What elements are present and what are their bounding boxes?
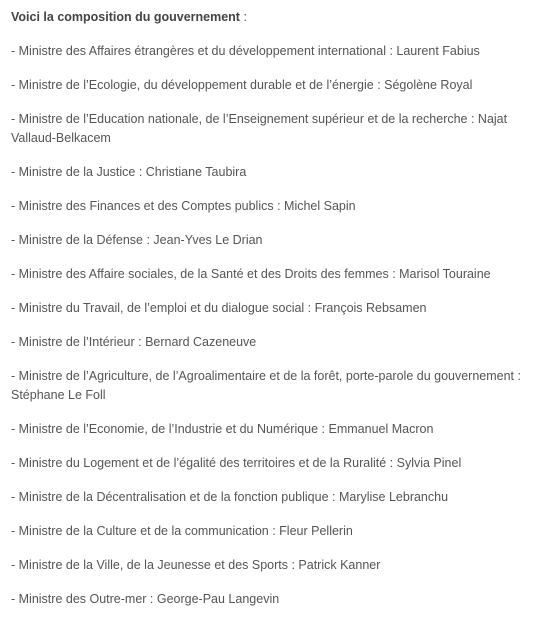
intro-heading: Voici la composition du gouvernement [11,10,240,24]
intro-colon: : [239,10,247,24]
list-item: - Ministre des Outre-mer : George-Pau Langevin [11,592,280,606]
list-item: - Ministre de l’Ecologie, du développement durable et de l’énergie : Ségolène Royal [11,78,473,92]
list-item: - Ministre de l’Education nationale, de l’Enseignement supérieur et de la recherche : Najat Vallaud-Belkacem [11,112,508,145]
list-item: - Ministre des Finances et des Comptes publics : Michel Sapin [11,199,356,213]
list-item: - Ministre des Affaire sociales, de la Santé et des Droits des femmes : Marisol Touraine [11,267,491,281]
list-item: - Ministre du Travail, de l’emploi et du dialogue social : François Rebsamen [11,301,427,315]
minister-list [11,42,547,609]
list-item: - Ministre de l’Agriculture, de l’Agroalimentaire et de la forêt, porte-parole du gouvernement : Stéphane Le Foll [11,369,521,402]
list-item: - Ministre du Logement et de l’égalité des territoires et de la Ruralité : Sylvia Pinel [11,456,462,470]
list-item: - Ministre des Affaires étrangères et du développement international : Laurent Fabius [11,44,480,58]
list-item: - Ministre de la Justice : Christiane Taubira [11,165,247,179]
list-item: - Ministre de la Décentralisation et de la fonction publique : Marylise Lebranchu [11,490,449,504]
list-item: - Ministre de la Culture et de la communication : Fleur Pellerin [11,524,353,538]
list-item: - Ministre de la Défense : Jean-Yves Le Drian [11,233,263,247]
intro-line [11,8,547,27]
list-item: - Ministre de l’Economie, de l’Industrie et du Numérique : Emmanuel Macron [11,422,434,436]
list-item: - Ministre de la Ville, de la Jeunesse et des Sports : Patrick Kanner [11,558,381,572]
list-item: - Ministre de l’Intérieur : Bernard Cazeneuve [11,335,257,349]
